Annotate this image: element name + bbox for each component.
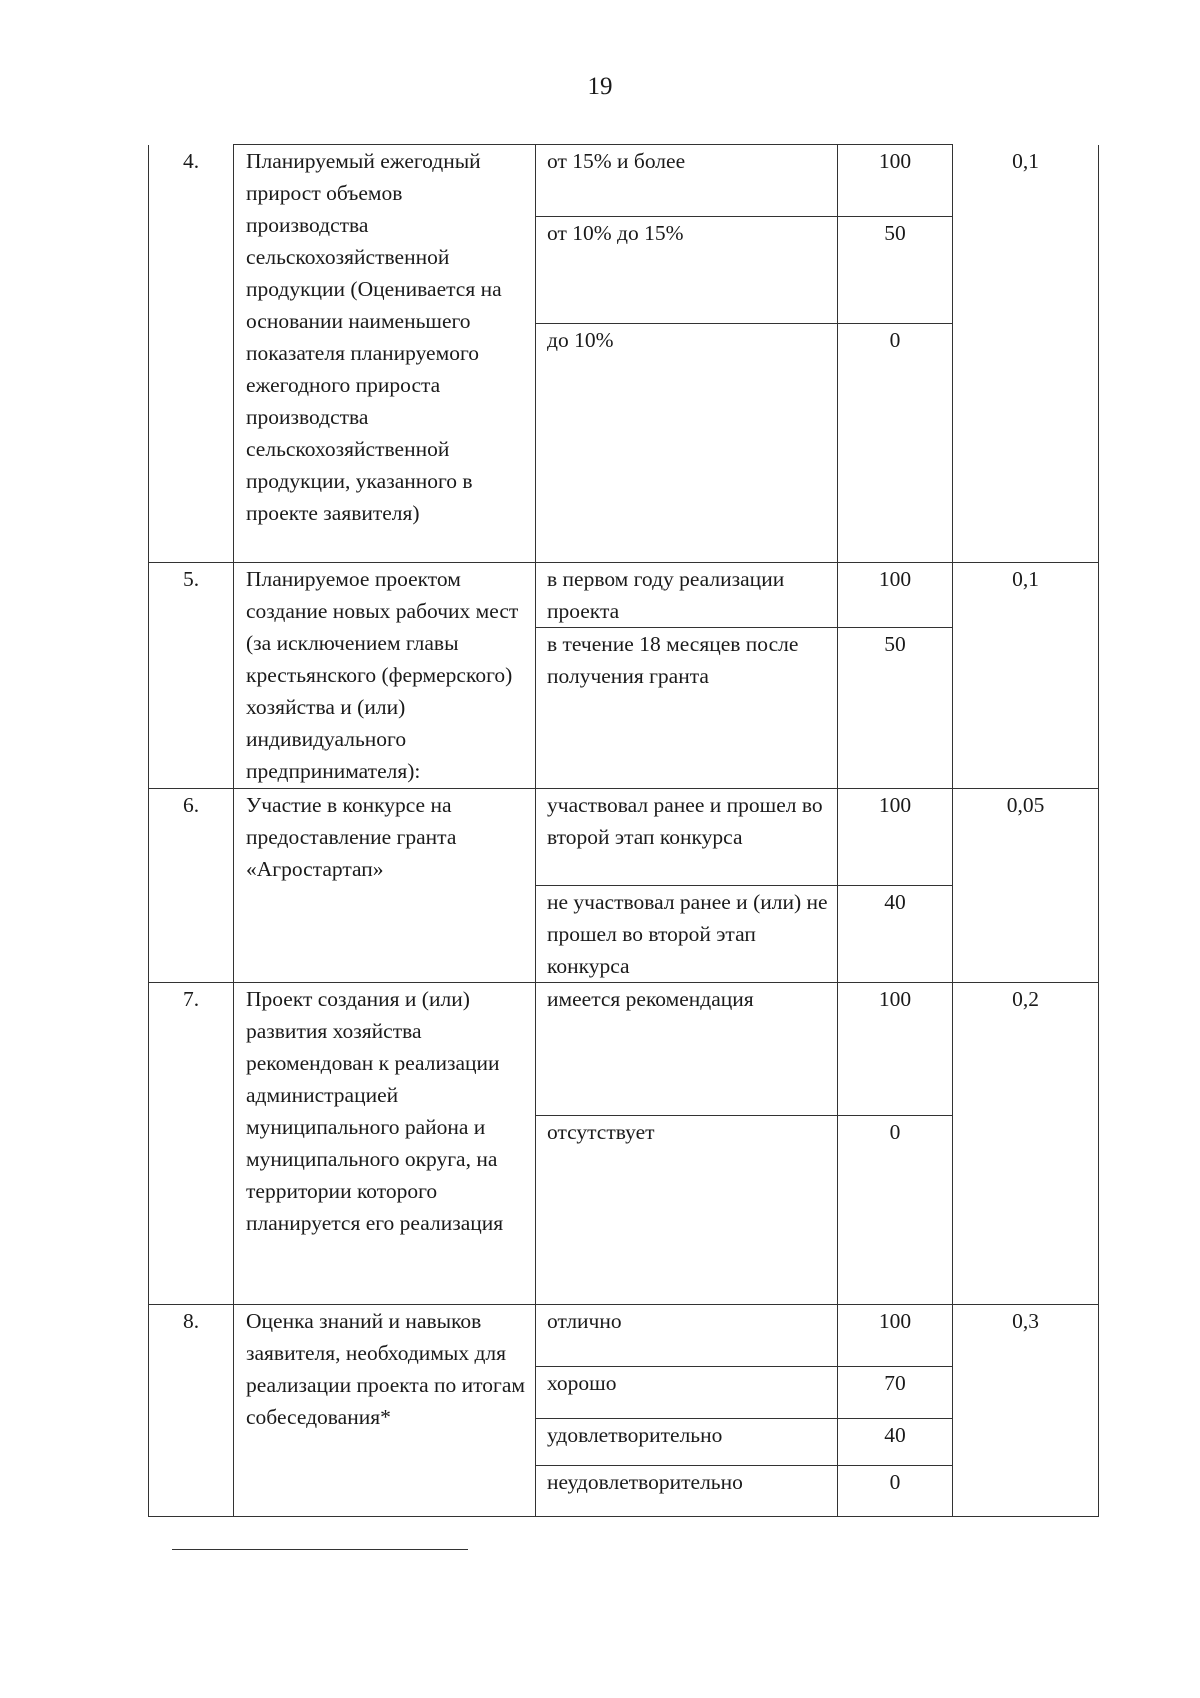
footnote-separator	[172, 1549, 468, 1550]
option-label: неудовлетворительно	[536, 1466, 838, 1517]
criterion-weight: 0,2	[953, 983, 1099, 1305]
option-score: 100	[838, 563, 953, 628]
criterion-number: 7.	[149, 983, 234, 1305]
criterion-number: 8.	[149, 1305, 234, 1517]
criterion-row	[149, 789, 1099, 886]
option-score: 40	[838, 886, 953, 983]
criterion-weight: 0,1	[953, 145, 1099, 563]
criteria-table	[148, 144, 1099, 1517]
option-score: 100	[838, 789, 953, 886]
option-score: 0	[838, 324, 953, 563]
option-score: 70	[838, 1367, 953, 1419]
criterion-title: Планируемый ежегодный прирост объемов производства сельскохозяйственной продукции (Оценивается на основании наименьшего показателя планируемого ежегодного прироста производства сельскохозяйственной продукции, указанного в проекте заявителя)	[234, 145, 536, 563]
option-label: от 15% и более	[536, 145, 838, 217]
option-score: 0	[838, 1116, 953, 1305]
option-score: 50	[838, 628, 953, 789]
criterion-row	[149, 145, 1099, 217]
criterion-number: 5.	[149, 563, 234, 789]
criterion-row	[149, 563, 1099, 628]
criterion-number: 6.	[149, 789, 234, 983]
criterion-row	[149, 983, 1099, 1116]
option-label: хорошо	[536, 1367, 838, 1419]
option-label: удовлетворительно	[536, 1419, 838, 1466]
option-score: 40	[838, 1419, 953, 1466]
option-label: в течение 18 месяцев после получения гранта	[536, 628, 838, 789]
option-label: от 10% до 15%	[536, 217, 838, 324]
option-score: 100	[838, 145, 953, 217]
option-label: участвовал ранее и прошел во второй этап конкурса	[536, 789, 838, 886]
criterion-number: 4.	[149, 145, 234, 563]
option-label: отлично	[536, 1305, 838, 1367]
criterion-weight: 0,1	[953, 563, 1099, 789]
option-score: 50	[838, 217, 953, 324]
criterion-weight: 0,05	[953, 789, 1099, 983]
option-score: 100	[838, 1305, 953, 1367]
criterion-title: Проект создания и (или) развития хозяйства рекомендован к реализации администрацией муниципального района и муниципального округа, на территории которого планируется его реализация	[234, 983, 536, 1305]
criterion-row	[149, 1305, 1099, 1367]
option-score: 0	[838, 1466, 953, 1517]
option-label: в первом году реализации проекта	[536, 563, 838, 628]
criterion-title: Планируемое проектом создание новых рабочих мест (за исключением главы крестьянского (фермерского) хозяйства и (или) индивидуального предпринимателя):	[234, 563, 536, 789]
option-label: до 10%	[536, 324, 838, 563]
option-score: 100	[838, 983, 953, 1116]
criterion-title: Участие в конкурсе на предоставление гранта «Агростартап»	[234, 789, 536, 983]
option-label: отсутствует	[536, 1116, 838, 1305]
option-label: имеется рекомендация	[536, 983, 838, 1116]
criterion-weight: 0,3	[953, 1305, 1099, 1517]
criterion-title: Оценка знаний и навыков заявителя, необходимых для реализации проекта по итогам собеседования*	[234, 1305, 536, 1517]
page-number: 19	[587, 73, 613, 100]
option-label: не участвовал ранее и (или) не прошел во второй этап конкурса	[536, 886, 838, 983]
